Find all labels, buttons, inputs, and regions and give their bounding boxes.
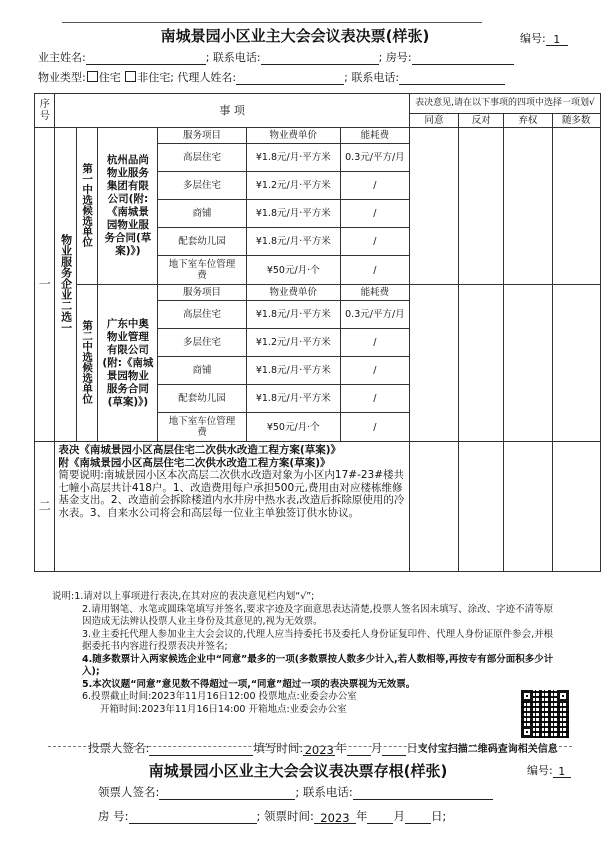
section1-title: 物业服务企业二选一 [55,128,76,442]
section2-line2: 附《南城景园小区高层住宅二次供水改造工程方案(草案)》 [58,456,331,469]
section2-content [55,442,409,572]
page-title: 南城景园小区业主大会会议表决票(样张) [160,27,430,45]
vote-option-abstain: 弃权 [504,114,552,128]
item-header: 事 项 [55,94,409,128]
receiver-signature-field[interactable] [159,787,295,800]
owner-name-field[interactable] [86,52,206,65]
stub-phone-field[interactable] [353,787,493,800]
serial-number: 编号: 1 [520,30,568,46]
owner-phone-field[interactable] [261,52,379,65]
stub-month-field[interactable] [367,811,393,824]
table-row: 配套幼儿园 ¥1.8元/月·平方米 / [35,228,601,256]
room-number-field[interactable] [412,52,514,65]
agent-phone-field[interactable] [399,72,505,85]
fill-day-field[interactable] [382,743,406,756]
table-row: 地下室车位管理费 ¥50元/月·个 / [35,413,601,442]
table-row: 多层住宅 ¥1.2元/月·平方米 / [35,172,601,200]
candidate2-company: 广东中奥物业管理有限公司(附:《南城景园物业服务合同(草案)》) [98,285,158,442]
candidate1-company: 杭州品尚物业服务集团有限公司(附:《南城景园物业服务合同(草案)》) [98,128,158,285]
vote-option-agree: 同意 [409,114,458,128]
candidate2-vote-oppose[interactable] [459,285,504,442]
candidate1-vote-oppose[interactable] [459,128,504,285]
candidate1-vote-agree[interactable] [409,128,458,285]
ballot-table: 序号 事 项 表决意见,请在以下事项的四项中选择一项划√ 同意 反对 弃权 随多数 一 物业服务企业二选一 第一中选候选单位 杭州品尚物业服务集团有限公司(附:《南城景园物业服务合同(草案)》) 服务项目 物业费单价 能耗费 高层住宅 ¥1.8元/月·平方米 0.3元/平方/月 多层住宅 ¥1.2元/月·平方米 / 商铺 ¥1.8元/月·平方米 / 配套幼儿园 ¥1.8元/月·平方米 / 地下室车位管理费 ¥50元/月·个 / 第二中选候选单位 广东中奥物业管理有限公司(附:《南城景园物业服务合同(草案)》) 服务项目 物业费单价 能耗费 高层住宅 ¥1.8元/月·平方米 0.3元/平方/月 多层住宅 ¥1.2元/月·平方米 / 商铺 ¥1.8元/月·平方米 / 配套幼儿园 ¥1.8元/月·平方米 / 地下室车位管理费 ¥50元/月·个 / 二 表决《南城景园小区高层住宅二次供水改造工程方案(草案)》 附《南城景园小区高层住宅二次供水改造工程方案(草案)》 简要说明:南城景园小区本次高层二次供水改造对象为小区内17#-23#楼共七幢小高层共计418户。1、改造费用每户承担500元,费用由对应楼栋维修基金支出。2、改造前会拆除楼道内水井房中热水表,改造后拆除原使用的冷水表。3、自来水公司将会和高层每一位业主单独签订供水协议。 [34,93,601,572]
stub-day-field[interactable] [405,811,431,824]
candidate1-vote-majority[interactable] [552,128,600,285]
residential-checkbox[interactable] [87,71,98,82]
stub-row-2: 房 号: ; 领票时间: 2023 年 月 日; [98,809,447,825]
table-row: 高层住宅 ¥1.8元/月·平方米 0.3元/平方/月 [35,301,601,329]
table-row: 商铺 ¥1.8元/月·平方米 / [35,200,601,228]
seq-header: 序号 [35,94,55,128]
vote-option-majority: 随多数 [552,114,600,128]
table-row: 多层住宅 ¥1.2元/月·平方米 / [35,329,601,357]
stub-serial: 编号: 1 [527,762,571,778]
instructions: 说明:1.请对以上事项进行表决,在其对应的表决意见栏内划“√”; 2.请用钢笔、水笔或圆珠笔填写并签名,要求字迹及字面意思表达清楚,投票人签名因未填写、涂改、字迹不清等原因造成无法辨认投票人业主身份及其意见的,视为无效票。 3.业主委托代理人参加业主大会会议的,代理人应当持委托书及委托人身份证复印件、代理人身份证原件参会,并根据委托书内容进行投票表决并签名; 4.随多数票计入两家候选企业中“同意”最多的一项(多数票按人数多少计入,若人数相等,再按专有部分面积多少计入); 5.本次议题“同意”意见数不得超过一项,“同意”超过一项的表决票视为无效票。 6.投票截止时间:2023年11月16日12:00 投票地点:业委会办公室 开箱时间:2023年11月16日14:00 开箱地点:业委会办公室 [52,591,554,715]
fill-year-field[interactable]: 2023 [304,743,334,757]
fill-month-field[interactable] [347,743,371,756]
agent-name-field[interactable] [236,72,344,85]
voter-signature-field[interactable] [149,743,253,756]
vote-option-oppose: 反对 [459,114,504,128]
candidate2-vote-majority[interactable] [552,285,600,442]
candidate2-label: 第二中选候选单位 [76,285,97,442]
table-row: 商铺 ¥1.8元/月·平方米 / [35,357,601,385]
section2-desc: 简要说明:南城景园小区本次高层二次供水改造对象为小区内17#-23#楼共七幢小高层共计418户。1、改造费用每户承担500元,费用由对应楼栋维修基金支出。2、改造前会拆除楼道内水井房中热水表,改造后拆除原使用的冷水表。3、自来水公司将会和高层每一位业主单独签订供水协议。 [58,469,405,519]
section2-vote-agree[interactable] [409,442,458,572]
non-residential-checkbox[interactable] [125,71,136,82]
candidate2-vote-abstain[interactable] [504,285,552,442]
top-divider [62,22,482,23]
voter-signature-row: 投票人签名: 填写时间:2023年 月 日支付宝扫描二维码查询相关信息 [88,741,558,757]
section2-vote-oppose[interactable] [459,442,504,572]
qr-code-icon [521,690,569,738]
owner-row-1: 业主姓名: ; 联系电话: ; 房号: [38,49,514,65]
table-row: 高层住宅 ¥1.8元/月·平方米 0.3元/平方/月 [35,144,601,172]
stub-room-field[interactable] [129,811,257,824]
qr-caption: 支付宝扫描二维码查询相关信息 [417,744,558,755]
candidate1-vote-abstain[interactable] [504,128,552,285]
candidate1-label: 第一中选候选单位 [76,128,97,285]
section2-seq: 二 [35,442,55,572]
stub-row-1: 领票人签名: ; 联系电话: [98,784,493,800]
vote-hint: 表决意见,请在以下事项的四项中选择一项划√ [409,94,600,114]
table-row: 配套幼儿园 ¥1.8元/月·平方米 / [35,385,601,413]
stub-title: 南城景园小区业主大会会议表决票存根(样张) [148,762,448,780]
candidate2-vote-agree[interactable] [409,285,458,442]
section1-seq: 一 [35,128,55,442]
table-row: 地下室车位管理费 ¥50元/月·个 / [35,256,601,285]
cut-line [48,746,572,747]
owner-row-2: 物业类型: 住宅 非住宅; 代理人姓名: ; 联系电话: [38,69,505,85]
stub-year-field[interactable]: 2023 [314,811,356,824]
section2-line1: 表决《南城景园小区高层住宅二次供水改造工程方案(草案)》 [58,444,341,456]
section2-vote-majority[interactable] [552,442,600,572]
section2-vote-abstain[interactable] [504,442,552,572]
